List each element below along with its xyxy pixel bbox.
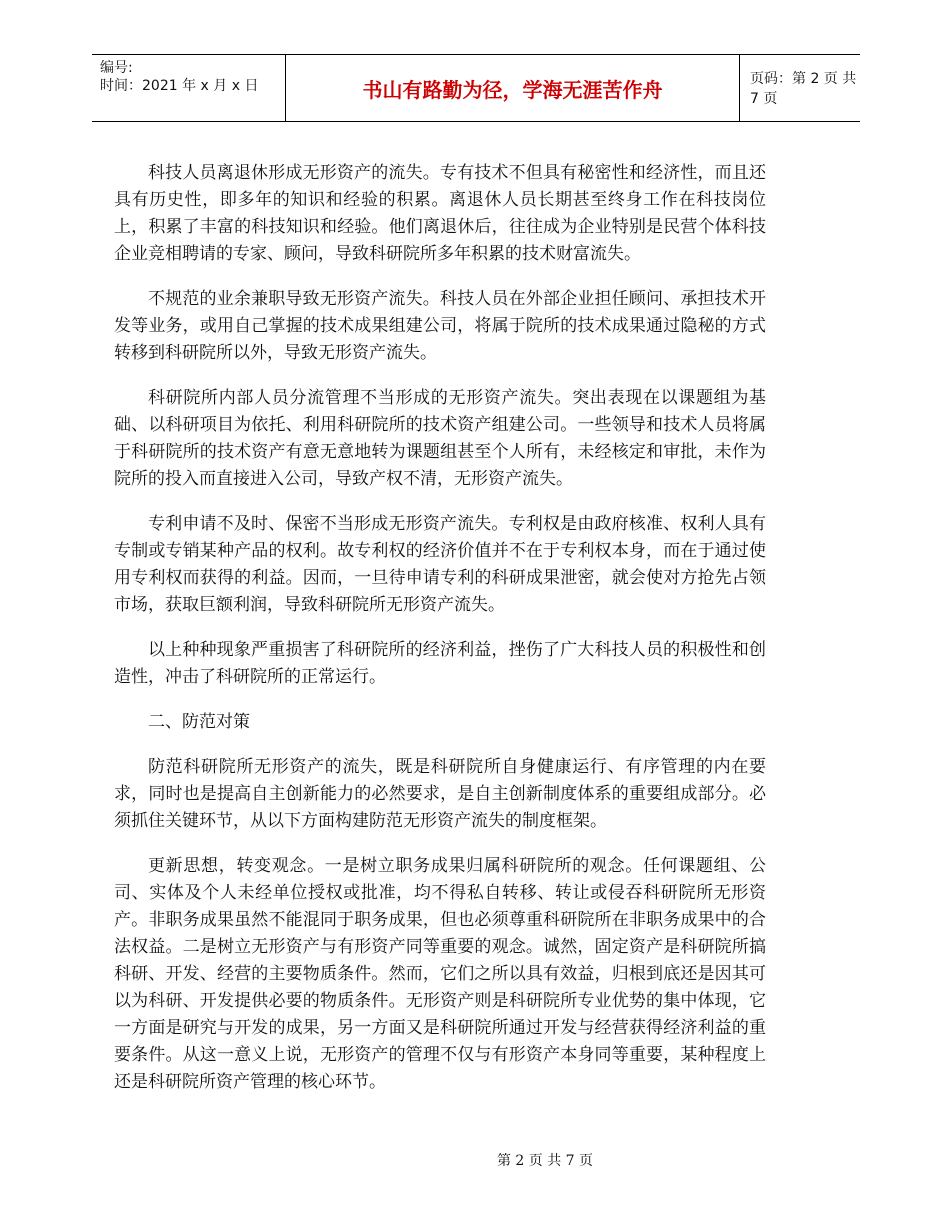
paragraph: 不规范的业余兼职导致无形资产流失。科技人员在外部企业担任顾问、承担技术开发等业务，或用自己掌握的技术成果组建公司，将属于院所的技术成果通过隐秘的方式转移到科研院所以外，导致无形资产流失。 (114, 289, 766, 363)
section-heading: 二、防范对策 (148, 712, 250, 732)
paragraph: 更新思想，转变观念。一是树立职务成果归属科研院所的观念。任何课题组、公司、实体及个人未经单位授权或批准，均不得私自转移、转让或侵吞科研院所无形资产。非职务成果虽然不能混同于职务成果，但也必须尊重科研院所在非职务成果中的合法权益。二是树立无形资产与有形资产同等重要的观念。诚然，固定资产是科研院所搞科研、开发、经营的主要物质条件。然而，它们之所以具有效益，归根到底还是因其可以为科研、开发提供必要的物质条件。无形资产则是科研院所专业优势的集中体现，它一方面是研究与开发的成果，另一方面又是科研院所通过开发与经营获得经济利益的重要条件。从这一意义上说，无形资产的管理不仅与有形资产本身同等重要，某种程度上还是科研院所资产管理的核心环节。 (114, 856, 766, 1092)
document-number-label: 编号: (100, 60, 133, 76)
paragraph: 防范科研院所无形资产的流失，既是科研院所自身健康运行、有序管理的内在要求，同时也是提高自主创新能力的必然要求，是自主创新制度体系的重要组成部分。必须抓住关键环节，从以下方面构建防范无形资产流失的制度框架。 (114, 757, 766, 831)
document-body (114, 160, 766, 1114)
header-page-number: 页码：第 2 页 共 7 页 (750, 71, 857, 107)
document-time-label: 时间：2021 年 x 月 x 日 (100, 78, 259, 94)
header-motto: 书山有路勤为径，学海无涯苦作舟 (285, 55, 740, 121)
paragraph: 科研院所内部人员分流管理不当形成的无形资产流失。突出表现在以课题组为基础、以科研项目为依托、利用科研院所的技术资产组建公司。一些领导和技术人员将属于科研院所的技术资产有意无意地转为课题组甚至个人所有，未经核定和审批，未作为院所的投入而直接进入公司，导致产权不清，无形资产流失。 (114, 388, 766, 489)
paragraph: 科技人员离退休形成无形资产的流失。专有技术不但具有秘密性和经济性，而且还具有历史性，即多年的知识和经验的积累。离退休人员长期甚至终身工作在科技岗位上，积累了丰富的科技知识和经验。他们离退休后，往往成为企业特别是民营个体科技企业竞相聘请的专家、顾问，导致科研院所多年积累的技术财富流失。 (114, 163, 766, 264)
paragraph: 以上种种现象严重损害了科研院所的经济利益，挫伤了广大科技人员的积极性和创造性，冲击了科研院所的正常运行。 (114, 640, 766, 687)
page-header (92, 54, 860, 122)
page-footer: 第 2 页 共 7 页 (496, 1153, 594, 1169)
header-meta (92, 55, 285, 121)
paragraph: 专利申请不及时、保密不当形成无形资产流失。专利权是由政府核准、权利人具有专制或专销某种产品的权利。故专利权的经济价值并不在于专利权本身，而在于通过使用专利权而获得的利益。因而，一旦待申请专利的科研成果泄密，就会使对方抢先占领市场，获取巨额利润，导致科研院所无形资产流失。 (114, 514, 766, 615)
